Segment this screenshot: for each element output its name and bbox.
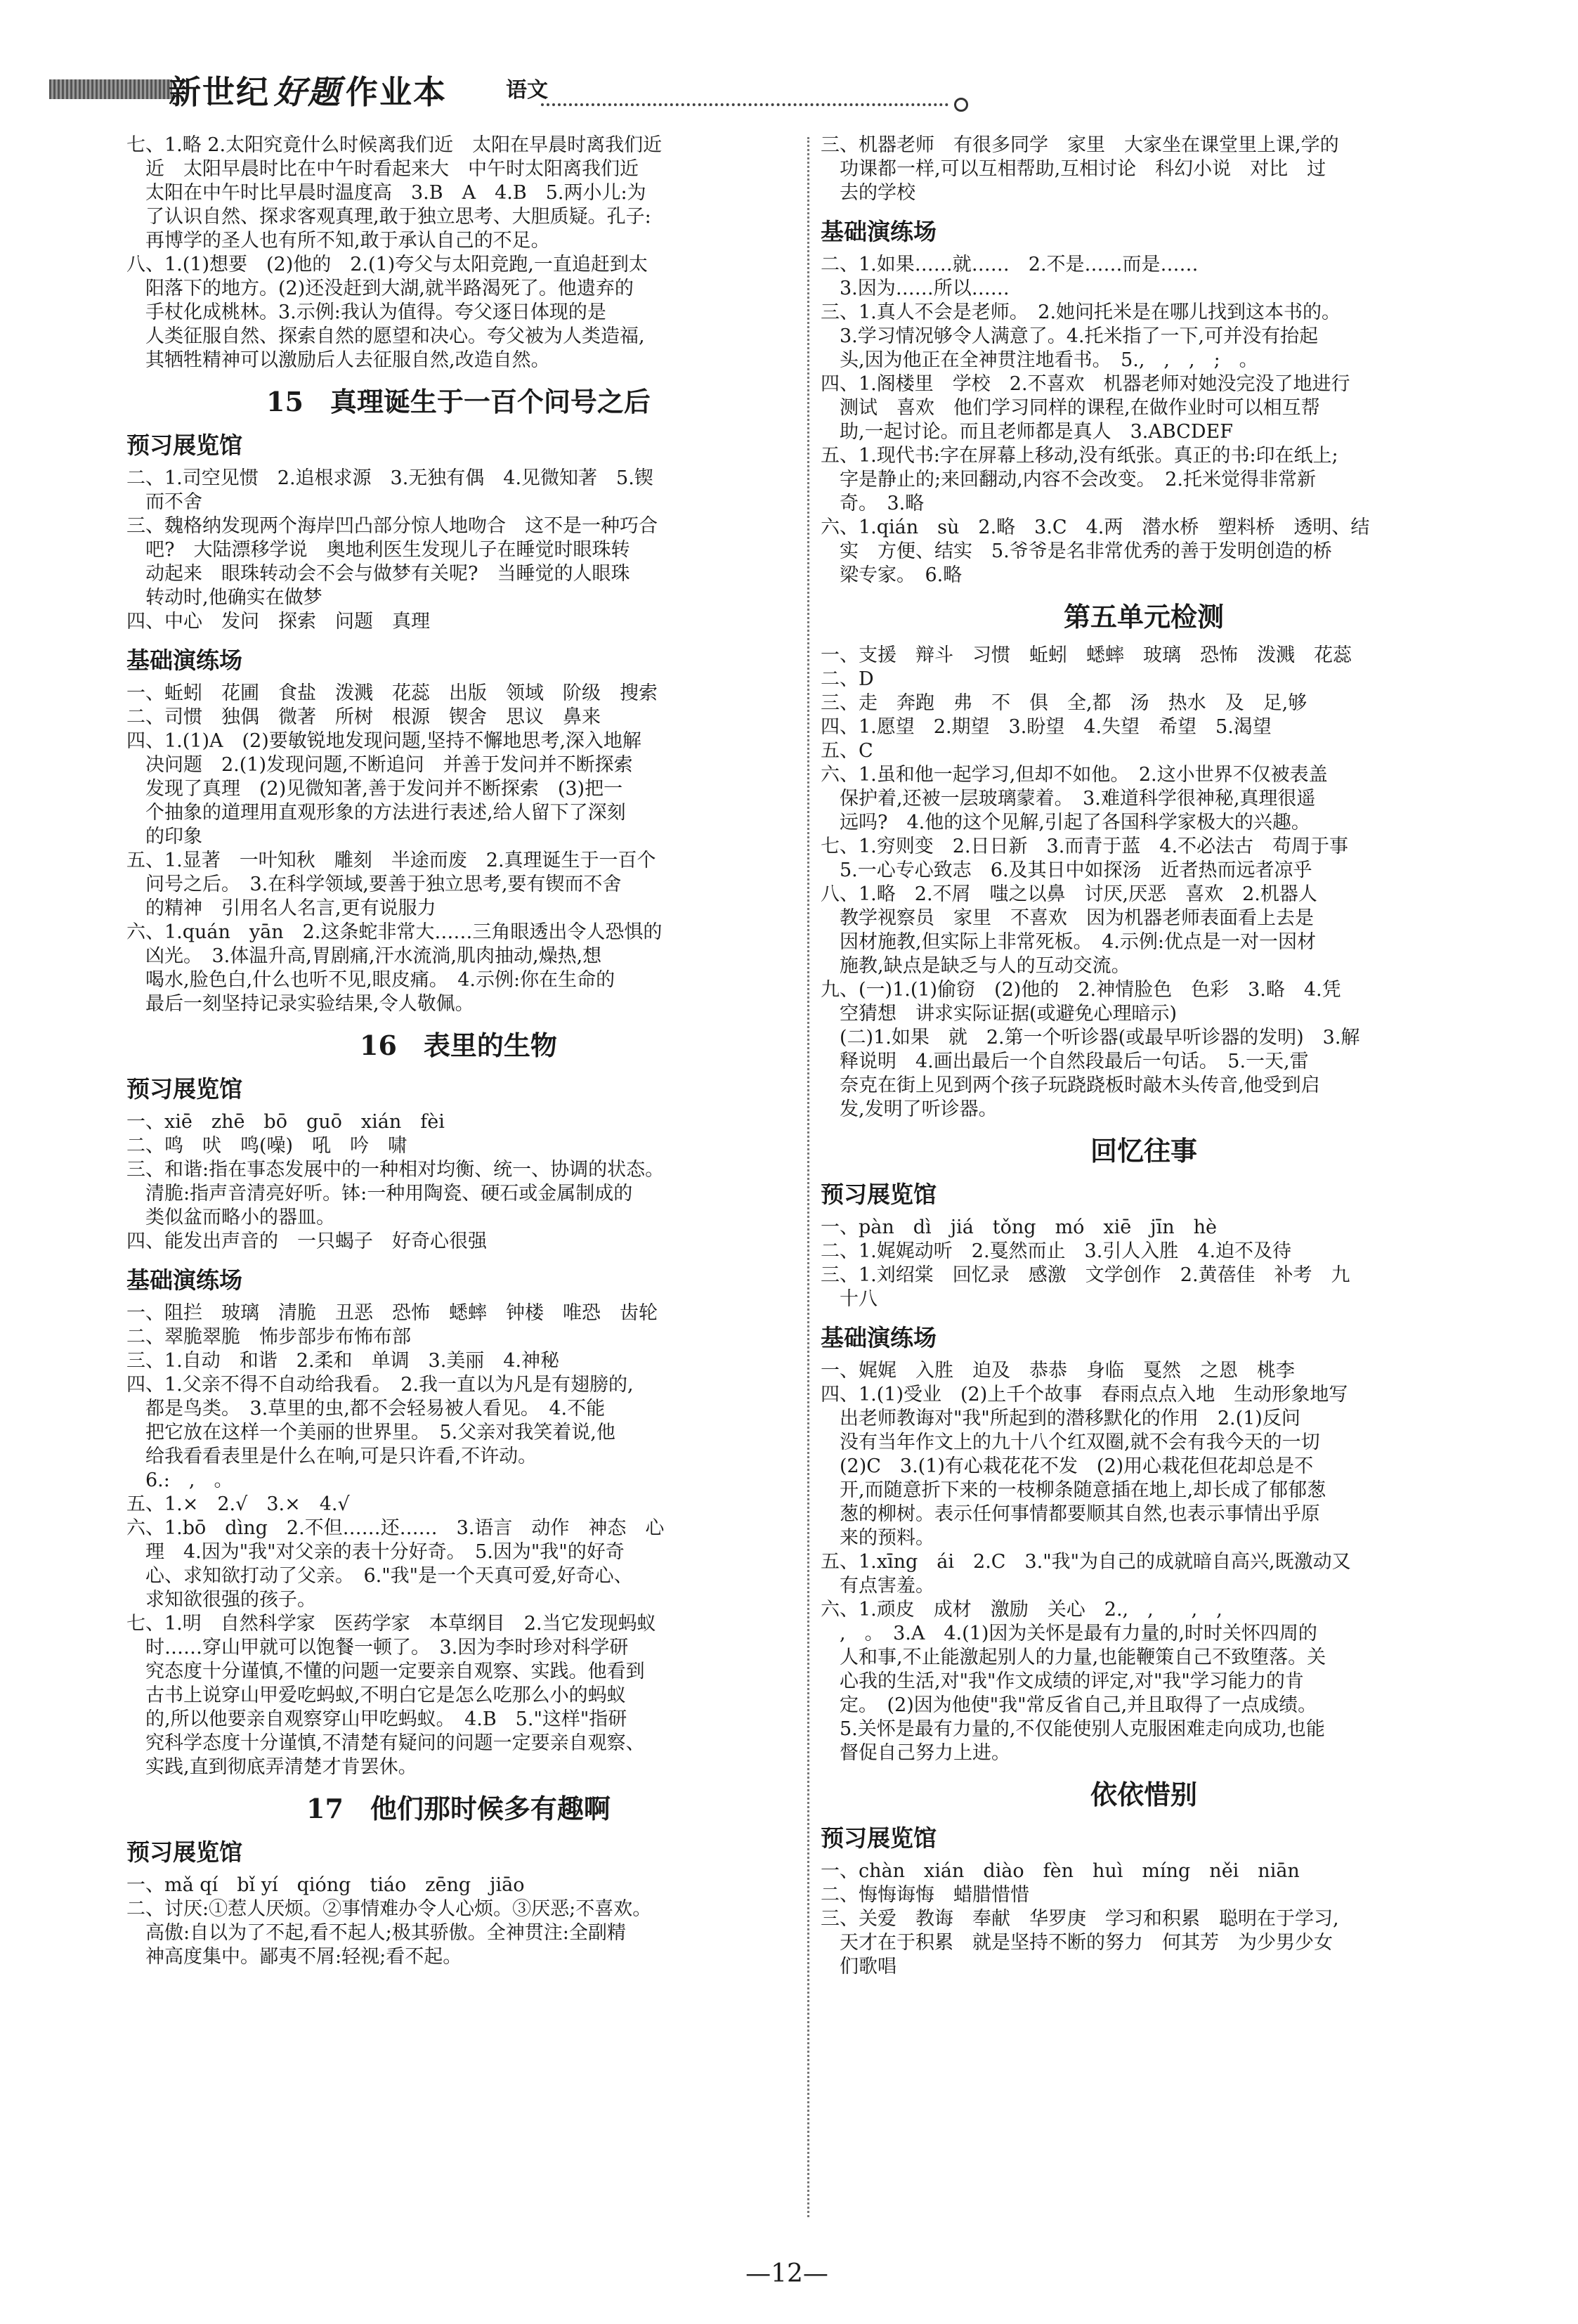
answer-line: 二、鸣 吠 鸣(噪) 吼 吟 啸 xyxy=(126,1135,407,1157)
answer-line: 四、1.父亲不得不自动给我看。 2.我一直以为凡是有翅膀的, xyxy=(126,1374,634,1396)
lesson-heading: 16 表里的生物 xyxy=(360,1030,557,1061)
answer-line: 八、1.(1)想要 (2)他的 2.(1)夸父与太阳竞跑,一直追赶到太 xyxy=(126,254,648,275)
header-ring-ornament xyxy=(954,98,968,112)
answer-line: 二、司惯 独偶 微著 所树 根源 锲舍 思议 鼻来 xyxy=(126,706,601,728)
answer-line: 人类征服自然、探索自然的愿望和决心。夸父被为人类造福, xyxy=(126,325,645,347)
answer-line: 六、1.顽皮 成材 激励 关心 2., , , , xyxy=(821,1599,1222,1621)
answer-line: 再博学的圣人也有所不知,敢于承认自己的不足。 xyxy=(126,230,550,252)
answer-line: 功课都一样,可以互相帮助,互相讨论 科幻小说 对比 过 xyxy=(821,158,1326,180)
answer-line: 三、走 奔跑 弗 不 俱 全,都 汤 热水 及 足,够 xyxy=(821,692,1308,714)
answer-line: 远吗? 4.他的这个见解,引起了各国科学家极大的兴趣。 xyxy=(821,812,1310,833)
section-title: 预习展览馆 xyxy=(126,431,242,459)
answer-line: 五、C xyxy=(821,740,873,762)
answer-line: 测试 喜欢 他们学习同样的课程,在做作业时可以相互帮 xyxy=(821,397,1320,419)
section-title: 预习展览馆 xyxy=(821,1181,937,1208)
left-column xyxy=(126,134,790,1969)
answer-line: 奇。 3.略 xyxy=(821,493,925,514)
answer-line: 发,发明了听诊器。 xyxy=(821,1098,998,1120)
answer-line: 的精神 引用名人名言,更有说服力 xyxy=(126,897,436,919)
answer-line: (二)1.如果 就 2.第一个听诊器(或最早听诊器的发明) 3.解 xyxy=(821,1027,1360,1049)
answer-line: 助,一起讨论。而且老师都是真人 3.ABCDEF xyxy=(821,421,1233,443)
answer-line: 三、和谐:指在事态发展中的一种相对均衡、统一、协调的状态。 xyxy=(126,1159,665,1181)
answer-line: 动起来 眼珠转动会不会与做梦有关呢? 当睡觉的人眼珠 xyxy=(126,563,630,585)
answer-line: 教学视察员 家里 不喜欢 因为机器老师表面看上去是 xyxy=(821,907,1314,929)
answer-line: 二、悔悔诲悔 蜡腊惜惜 xyxy=(821,1884,1029,1906)
answer-line: 人和事,不止能激起别人的力量,也能鞭策自己不致堕落。关 xyxy=(821,1647,1326,1668)
answer-line: 个抽象的道理用直观形象的方法进行表述,给人留下了深刻 xyxy=(126,802,626,824)
answer-line: 心我的生活,对"我"作文成绩的评定,对"我"学习能力的肯 xyxy=(821,1670,1304,1692)
answer-line: 三、1.刘绍棠 回忆录 感激 文学创作 2.黄蓓佳 补考 九 xyxy=(821,1264,1350,1286)
answer-line: 清脆:指声音清亮好听。钵:一种用陶瓷、硬石或金属制成的 xyxy=(126,1183,633,1205)
answer-line: 天才在于积累 就是坚持不断的努力 何其芳 为少男少女 xyxy=(821,1932,1333,1954)
answer-line: (2)C 3.(1)有心栽花花不发 (2)用心栽花但花却总是不 xyxy=(821,1455,1314,1477)
answer-line: 释说明 4.画出最后一个自然段最后一句话。 5.一天,雷 xyxy=(821,1051,1309,1072)
answer-line: 转动时,他确实在做梦 xyxy=(126,587,322,609)
answer-line: 二、1.如果……就…… 2.不是……而是…… xyxy=(821,254,1199,275)
column-divider xyxy=(807,137,809,2217)
answer-line: 一、阻拦 玻璃 清脆 丑恶 恐怖 蟋蟀 钟楼 唯恐 齿轮 xyxy=(126,1302,658,1324)
answer-line: 问号之后。 3.在科学领域,要善于独立思考,要有锲而不舍 xyxy=(126,874,622,895)
answer-line: 凶光。 3.体温升高,胃剧痛,汗水流淌,肌肉抽动,燥热,想 xyxy=(126,945,602,967)
answer-line: 字是静止的;来回翻动,内容不会改变。 2.托米觉得非常新 xyxy=(821,469,1316,491)
answer-line: 一、娓娓 入胜 迫及 恭恭 身临 戛然 之恩 桃李 xyxy=(821,1360,1295,1382)
answer-line: 三、机器老师 有很多同学 家里 大家坐在课堂里上课,学的 xyxy=(821,134,1339,156)
answer-line: 有点害羞。 xyxy=(821,1575,934,1597)
answer-line: 二、1.娓娓动听 2.戛然而止 3.引人入胜 4.迫不及待 xyxy=(821,1240,1292,1262)
answer-line: 四、1.(1)受业 (2)上千个故事 春雨点点入地 生动形象地写 xyxy=(821,1384,1348,1406)
answer-line: 都是鸟类。 3.草里的虫,都不会轻易被人看见。 4.不能 xyxy=(126,1398,606,1420)
answer-line: 实践,直到彻底弄清楚才肯罢休。 xyxy=(126,1756,417,1778)
answer-line: 神高度集中。鄙夷不屑:轻视;看不起。 xyxy=(126,1946,462,1968)
section-title: 预习展览馆 xyxy=(126,1838,242,1866)
answer-line: 三、关爱 教诲 奉献 华罗庚 学习和积累 聪明在于学习, xyxy=(821,1908,1339,1930)
lesson-heading: 回忆往事 xyxy=(1090,1135,1197,1167)
answer-line: 六、1.quán yān 2.这条蛇非常大……三角眼透出令人恐惧的 xyxy=(126,921,663,943)
answer-line: 因材施教,但实际上非常死板。 4.示例:优点是一对一因材 xyxy=(821,931,1316,953)
answer-line: 头,因为他正在全神贯注地看书。 5., , , ; 。 xyxy=(821,349,1258,371)
answer-line: 类似盆而略小的器皿。 xyxy=(126,1207,335,1228)
answer-line: 四、1.愿望 2.期望 3.盼望 4.失望 希望 5.渴望 xyxy=(821,716,1272,738)
answer-line: 去的学校 xyxy=(821,182,915,204)
answer-line: 七、1.略 2.太阳究竟什么时候离我们近 太阳在早晨时离我们近 xyxy=(126,134,663,156)
answer-line: 保护着,还被一层玻璃蒙着。 3.难道科学很神秘,真理很遥 xyxy=(821,788,1316,810)
answer-line: 施教,缺点是缺乏与人的互动交流。 xyxy=(821,955,1130,977)
answer-line: 阳落下的地方。(2)还没赶到大湖,就半路渴死了。他遗弃的 xyxy=(126,278,634,299)
answer-line: 四、1.(1)A (2)要敏锐地发现问题,坚持不懈地思考,深入地解 xyxy=(126,730,641,752)
lesson-heading: 17 他们那时候多有趣啊 xyxy=(306,1793,611,1824)
lesson-heading: 依依惜别 xyxy=(1090,1779,1197,1810)
answer-line: 一、pàn dì jiá tǒng mó xiē jīn hè xyxy=(821,1216,1218,1238)
answer-line: 把它放在这样一个美丽的世界里。 5.父亲对我笑着说,他 xyxy=(126,1422,615,1443)
answer-line: 二、D xyxy=(821,668,874,690)
answer-line: 近 太阳早晨时比在中午时看起来大 中午时太阳离我们近 xyxy=(126,158,639,180)
answer-line: 五、1.× 2.√ 3.× 4.√ xyxy=(126,1493,350,1515)
answer-line: 六、1.qián sù 2.略 3.C 4.两 潜水桥 塑料桥 透明、结 xyxy=(821,517,1370,538)
answer-line: 5.一心专心致志 6.及其日中如探汤 近者热而远者凉乎 xyxy=(821,859,1312,881)
section-title: 基础演练场 xyxy=(126,1266,242,1294)
answer-line: , 。 3.A 4.(1)因为关怀是最有力量的,时时关怀四周的 xyxy=(821,1623,1317,1644)
answer-line: 奈克在街上见到两个孩子玩跷跷板时敲木头传音,他受到启 xyxy=(821,1075,1320,1096)
answer-line: 5.关怀是最有力量的,不仅能使别人克服困难走向成功,也能 xyxy=(821,1718,1325,1740)
answer-line: 一、chàn xián diào fèn huì míng něi niān xyxy=(821,1860,1300,1882)
series-title xyxy=(169,67,447,113)
answer-line: 而不舍 xyxy=(126,491,202,513)
answer-line: 没有当年作文上的九十八个红双圈,就不会有我今天的一切 xyxy=(821,1432,1320,1453)
header-decoration-bar xyxy=(49,79,172,99)
answer-line: 古书上说穿山甲爱吃蚂蚁,不明白它是怎么吃那么小的蚂蚁 xyxy=(126,1684,626,1706)
answer-line: 3.学习情况够令人满意了。4.托米指了一下,可并没有抬起 xyxy=(821,325,1319,347)
answer-line: 空猜想 讲求实际证据(或避免心理暗示) xyxy=(821,1003,1178,1025)
answer-line: 决问题 2.(1)发现问题,不断追问 并善于发问并不断探索 xyxy=(126,754,633,776)
answer-line: 手杖化成桃林。3.示例:我认为值得。夸父逐日体现的是 xyxy=(126,301,606,323)
section-title: 基础演练场 xyxy=(821,218,937,245)
answer-line: 一、xiē zhē bō guō xián fèi xyxy=(126,1111,445,1133)
answer-line: 一、mǎ qí bǐ yí qióng tiáo zēng jiāo xyxy=(126,1874,525,1896)
answer-line: 高傲:自以为了不起,看不起人;极其骄傲。全神贯注:全副精 xyxy=(126,1922,626,1944)
answer-line: 求知欲很强的孩子。 xyxy=(126,1589,316,1611)
answer-line: 葱的柳树。表示任何事情都要顺其自然,也表示事情出乎原 xyxy=(821,1503,1320,1525)
subject-label: 语文 xyxy=(506,78,548,103)
answer-line: 发现了真理 (2)见微知著,善于发问并不断探索 (3)把一 xyxy=(126,778,623,800)
series-title-post: 作业本 xyxy=(346,73,447,111)
answer-line: 三、1.自动 和谐 2.柔和 单调 3.美丽 4.神秘 xyxy=(126,1350,560,1372)
answer-line: 时……穿山甲就可以饱餐一顿了。 3.因为李时珍对科学研 xyxy=(126,1637,629,1658)
answer-line: 十八 xyxy=(821,1288,878,1310)
answer-line: 一、支援 辩斗 习惯 蚯蚓 蟋蟀 玻璃 恐怖 泼溅 花蕊 xyxy=(821,644,1352,666)
right-column xyxy=(821,134,1467,1979)
answer-line: 最后一刻坚持记录实验结果,令人敬佩。 xyxy=(126,993,474,1015)
answer-line: 实 方便、结实 5.爷爷是名非常优秀的善于发明创造的桥 xyxy=(821,540,1332,562)
page-number: —12— xyxy=(745,2259,828,2288)
series-title-pre: 新世纪 xyxy=(169,73,270,111)
answer-line: 究科学态度十分谨慎,不清楚有疑问的问题一定要亲自观察、 xyxy=(126,1732,645,1754)
answer-line: 究态度十分谨慎,不懂的问题一定要亲自观察、实践。他看到 xyxy=(126,1661,645,1682)
answer-line: 3.因为……所以…… xyxy=(821,278,1010,299)
answer-line: 九、(一)1.(1)偷窃 (2)他的 2.神情脸色 色彩 3.略 4.凭 xyxy=(821,979,1341,1001)
answer-line: 四、能发出声音的 一只蝎子 好奇心很强 xyxy=(126,1231,487,1252)
answer-line: 其牺牲精神可以激励后人去征服自然,改造自然。 xyxy=(126,349,550,371)
answer-line: 七、1.明 自然科学家 医药学家 本草纲目 2.当它发现蚂蚁 xyxy=(126,1613,656,1635)
answer-line: 四、1.阁楼里 学校 2.不喜欢 机器老师对她没完没了地进行 xyxy=(821,373,1350,395)
answer-line: 梁专家。 6.略 xyxy=(821,564,963,586)
header-dotted-rule xyxy=(541,103,948,106)
answer-line: 了认识自然、探求客观真理,敢于独立思考、大胆质疑。孔子: xyxy=(126,206,651,228)
answer-line: 太阳在中午时比早晨时温度高 3.B A 4.B 5.两小儿:为 xyxy=(126,182,646,204)
answer-line: 二、讨厌:①惹人厌烦。②事情难办令人心烦。③厌恶;不喜欢。 xyxy=(126,1898,652,1920)
answer-line: 二、翠脆翠脆 怖步部步布怖布部 xyxy=(126,1326,411,1348)
series-title-highlight: 好题 xyxy=(274,73,341,111)
answer-line: 六、1.虽和他一起学习,但却不如他。 2.这小世界不仅被表盖 xyxy=(821,764,1328,786)
section-title: 基础演练场 xyxy=(126,647,242,674)
section-title: 基础演练场 xyxy=(821,1324,937,1351)
answer-line: 的印象 xyxy=(126,826,202,848)
answer-line: 四、中心 发问 探索 问题 真理 xyxy=(126,611,430,632)
answer-line: 五、1.xīng ái 2.C 3."我"为自己的成就暗自高兴,既激动又 xyxy=(821,1551,1351,1573)
section-title: 预习展览馆 xyxy=(821,1824,937,1852)
answer-line: 三、1.真人不会是老师。 2.她问托米是在哪儿找到这本书的。 xyxy=(821,301,1341,323)
page-header xyxy=(49,67,941,116)
answer-line: 六、1.bō dìng 2.不但……还…… 3.语言 动作 神态 心 xyxy=(126,1517,665,1539)
answer-line: 喝水,脸色白,什么也听不见,眼皮痛。 4.示例:你在生命的 xyxy=(126,969,615,991)
answer-line: 们歌唱 xyxy=(821,1956,896,1978)
answer-line: 八、1.略 2.不屑 嗤之以鼻 讨厌,厌恶 喜欢 2.机器人 xyxy=(821,883,1317,905)
answer-line: 定。 (2)因为他使"我"常反省自己,并且取得了一点成绩。 xyxy=(821,1694,1317,1716)
answer-line: 来的预料。 xyxy=(821,1527,934,1549)
answer-line: 6.: , 。 xyxy=(126,1469,233,1491)
answer-line: 七、1.穷则变 2.日日新 3.而青于蓝 4.不必法古 苟周于事 xyxy=(821,836,1349,857)
answer-line: 五、1.显著 一叶知秋 雕刻 半途而废 2.真理诞生于一百个 xyxy=(126,850,656,871)
lesson-heading: 15 真理诞生于一百个问号之后 xyxy=(266,386,651,417)
answer-line: 督促自己努力上进。 xyxy=(821,1742,1010,1764)
answer-line: 开,而随意折下来的一枝柳条随意插在地上,却长成了郁郁葱 xyxy=(821,1479,1326,1501)
answer-line: 一、蚯蚓 花圃 食盐 泼溅 花蕊 出版 领域 阶级 搜索 xyxy=(126,682,658,704)
answer-line: 心、求知欲打动了父亲。 6."我"是一个天真可爱,好奇心、 xyxy=(126,1565,633,1587)
answer-line: 出老师教诲对"我"所起到的潜移默化的作用 2.(1)反问 xyxy=(821,1408,1300,1429)
section-title: 预习展览馆 xyxy=(126,1075,242,1103)
answer-line: 给我看看表里是什么在响,可是只许看,不许动。 xyxy=(126,1446,537,1467)
lesson-heading: 第五单元检测 xyxy=(1063,601,1224,632)
answer-line: 吧? 大陆漂移学说 奥地利医生发现儿子在睡觉时眼珠转 xyxy=(126,539,630,561)
answer-line: 的,所以他要亲自观察穿山甲吃蚂蚁。 4.B 5."这样"指研 xyxy=(126,1708,627,1730)
answer-line: 五、1.现代书:字在屏幕上移动,没有纸张。真正的书:印在纸上; xyxy=(821,445,1338,467)
answer-line: 理 4.因为"我"对父亲的表十分好奇。 5.因为"我"的好奇 xyxy=(126,1541,625,1563)
answer-line: 二、1.司空见惯 2.追根求源 3.无独有偶 4.见微知著 5.锲 xyxy=(126,467,653,489)
answer-line: 三、魏格纳发现两个海岸凹凸部分惊人地吻合 这不是一种巧合 xyxy=(126,515,658,537)
